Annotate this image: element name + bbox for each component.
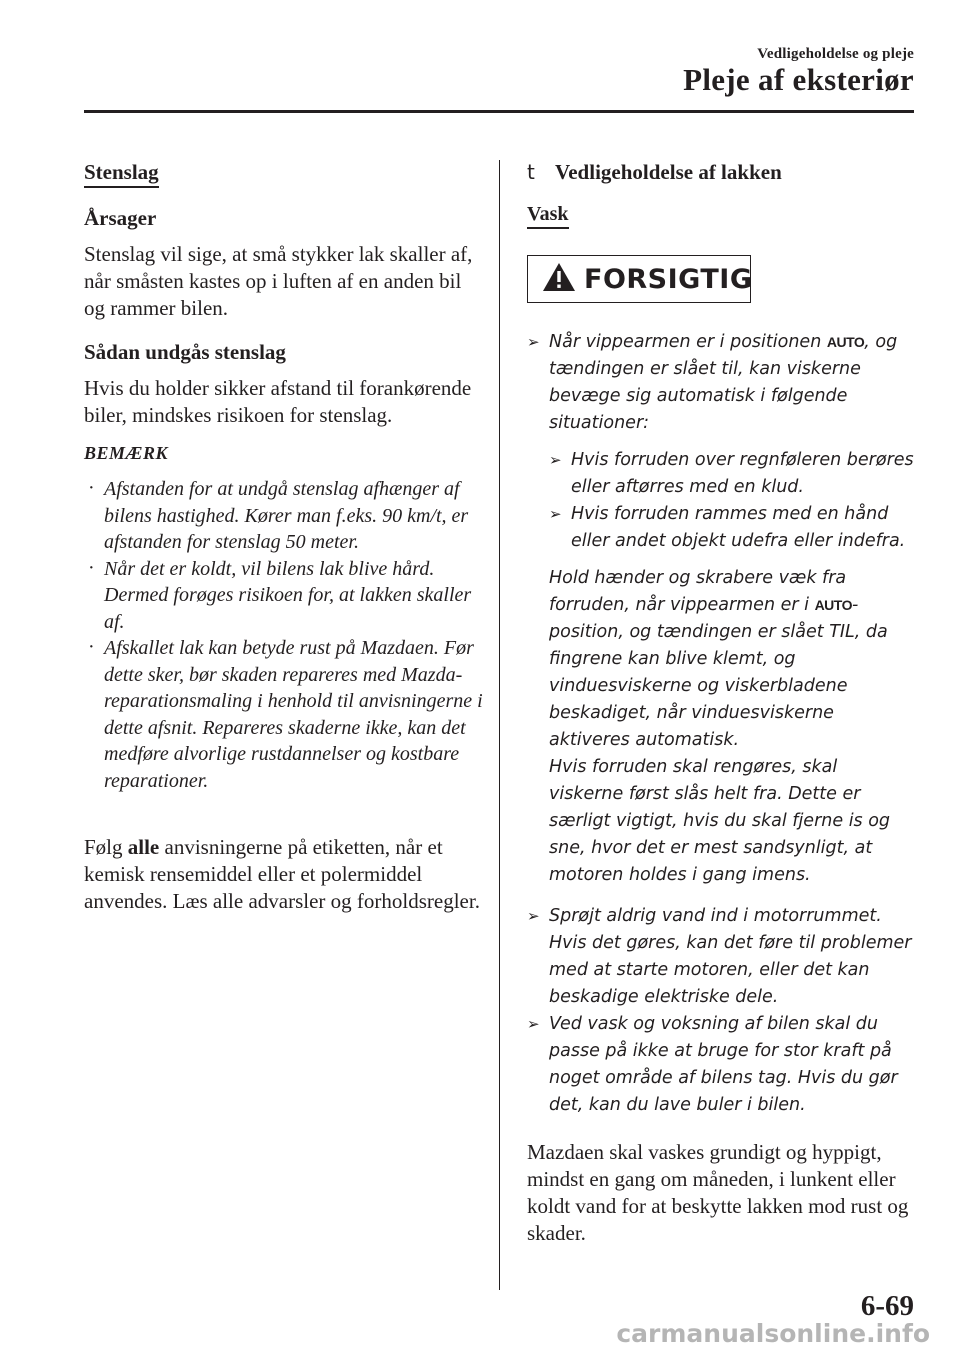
warning-item bbox=[527, 1011, 917, 1119]
warning-item bbox=[527, 329, 917, 437]
auto-label: AUTO bbox=[826, 334, 865, 350]
auto-label: AUTO bbox=[814, 597, 852, 613]
column-divider bbox=[499, 160, 500, 1290]
arrow-right-icon: ➢ bbox=[527, 333, 540, 351]
page-title: Pleje af eksteriør bbox=[683, 62, 914, 97]
wash-text: Mazdaen skal vaskes grundigt og hyppigt, mindst en gang om måneden, i lunkent eller koldt vand for at beskytte lakken mod rust og skader. bbox=[527, 1140, 909, 1245]
bullet-dot: · bbox=[88, 477, 95, 499]
avoid-text: Hvis du holder sikker afstand til forankørende biler, mindskes risikoen for stenslag. bbox=[84, 376, 472, 427]
warning-sub-text: Hvis forruden over regnføleren berøres eller aftørres med en klud. bbox=[571, 450, 914, 497]
warning-sub-text: Hvis forruden rammes med en hånd eller andet objekt udefra eller indefra. bbox=[571, 504, 906, 551]
warning-sub-item bbox=[549, 501, 917, 555]
cause-text: Stenslag vil sige, at små stykker lak skaller af, når småsten kastes op i luften af en anden bil og rammer bilen. bbox=[84, 242, 473, 320]
section-title bbox=[527, 160, 917, 185]
section-marker: t bbox=[527, 160, 535, 184]
note-text: Afstanden for at undgå stenslag afhænger af bilens hastighed. Kører man f.eks. 90 km/t, er afstanden for stenslag 50 meter. bbox=[104, 478, 469, 553]
header-section: Vedligeholdelse og pleje bbox=[757, 46, 914, 62]
warning-item bbox=[527, 903, 917, 1011]
bullet-dot: · bbox=[88, 556, 95, 579]
header-rule bbox=[84, 110, 914, 113]
warning-sub-item bbox=[549, 447, 917, 501]
note-text: Når det er koldt, vil bilens lak blive hård. Dermed forøges risikoen for, at lakken skaller af. bbox=[104, 557, 472, 633]
follow-pre: Følg bbox=[84, 835, 128, 859]
note-list bbox=[84, 476, 484, 794]
note-label: BEMÆRK bbox=[84, 443, 169, 463]
note-text: Afskallet lak kan betyde rust på Mazdaen. Før dette sker, bør skaden repareres med Mazda-reparationsmaling i henhold til anvisningerne i dette afsnit. Repareres skaderne ikke, kan det medføre alvorlige rustdannelser og kostbare reparationer. bbox=[104, 637, 483, 792]
note-item bbox=[84, 635, 484, 794]
arrow-right-icon: ➢ bbox=[527, 907, 540, 925]
right-column bbox=[527, 160, 917, 1268]
follow-text bbox=[84, 834, 484, 915]
bullet-dot: · bbox=[88, 636, 95, 658]
warning-paragraph bbox=[527, 565, 917, 889]
section-title-text: Vedligeholdelse af lakken bbox=[555, 160, 782, 184]
arrow-right-icon: ➢ bbox=[549, 505, 562, 523]
stenslag-heading: Stenslag bbox=[84, 160, 159, 188]
left-column bbox=[84, 160, 484, 923]
warning-para-text-2: Hvis forruden skal rengøres, skal viskerne først slås helt fra. Dette er særligt vigtigt, hvis du skal fjerne is og sne, hvor det er mest sandsynligt, at motoren holdes i gang imens. bbox=[549, 757, 891, 885]
arrow-right-icon: ➢ bbox=[549, 451, 562, 469]
cause-heading: Årsager bbox=[84, 206, 157, 230]
warning-text: , og tændingen er slået til, kan viskerne bevæge sig automatisk i følgende situationer: bbox=[549, 332, 898, 433]
caution-box bbox=[527, 255, 751, 303]
warning-para-text: -position, og tændingen er slået TIL, da fingrene kan blive klemt, og vinduesviskerne og viskerbladene beskadiget, når vinduesviskerne aktiveres automatisk. bbox=[549, 595, 888, 750]
watermark: carmanualsonline.info bbox=[616, 1319, 930, 1348]
warning-triangle-icon bbox=[542, 262, 576, 297]
vask-heading: Vask bbox=[527, 203, 569, 229]
caution-label: FORSIGTIG bbox=[584, 263, 753, 295]
note-item bbox=[84, 556, 484, 636]
follow-bold: alle bbox=[127, 835, 160, 859]
follow-post: anvisningerne på etiketten, når et kemisk rensemiddel eller et polermiddel anvendes. Læs alle advarsler og forholdsregler. bbox=[84, 835, 480, 913]
arrow-right-icon: ➢ bbox=[527, 1015, 540, 1033]
note-item bbox=[84, 476, 484, 556]
warning-text: Ved vask og voksning af bilen skal du passe på ikke at bruge for stor kraft på noget område af bilens tag. Hvis du gør det, kan du lave buler i bilen. bbox=[549, 1014, 898, 1115]
warning-para-text: Hold hænder og skrabere væk fra forruden, når vippearmen er i bbox=[549, 568, 847, 615]
avoid-heading: Sådan undgås stenslag bbox=[84, 340, 286, 364]
warning-text: Sprøjt aldrig vand ind i motorrummet. Hvis det gøres, kan det føre til problemer med at starte motoren, eller det kan beskadige elektriske dele. bbox=[549, 906, 912, 1007]
warning-text: Når vippearmen er i positionen bbox=[549, 332, 827, 352]
page-number: 6-69 bbox=[860, 1290, 914, 1322]
warning-sub-list bbox=[527, 447, 917, 555]
